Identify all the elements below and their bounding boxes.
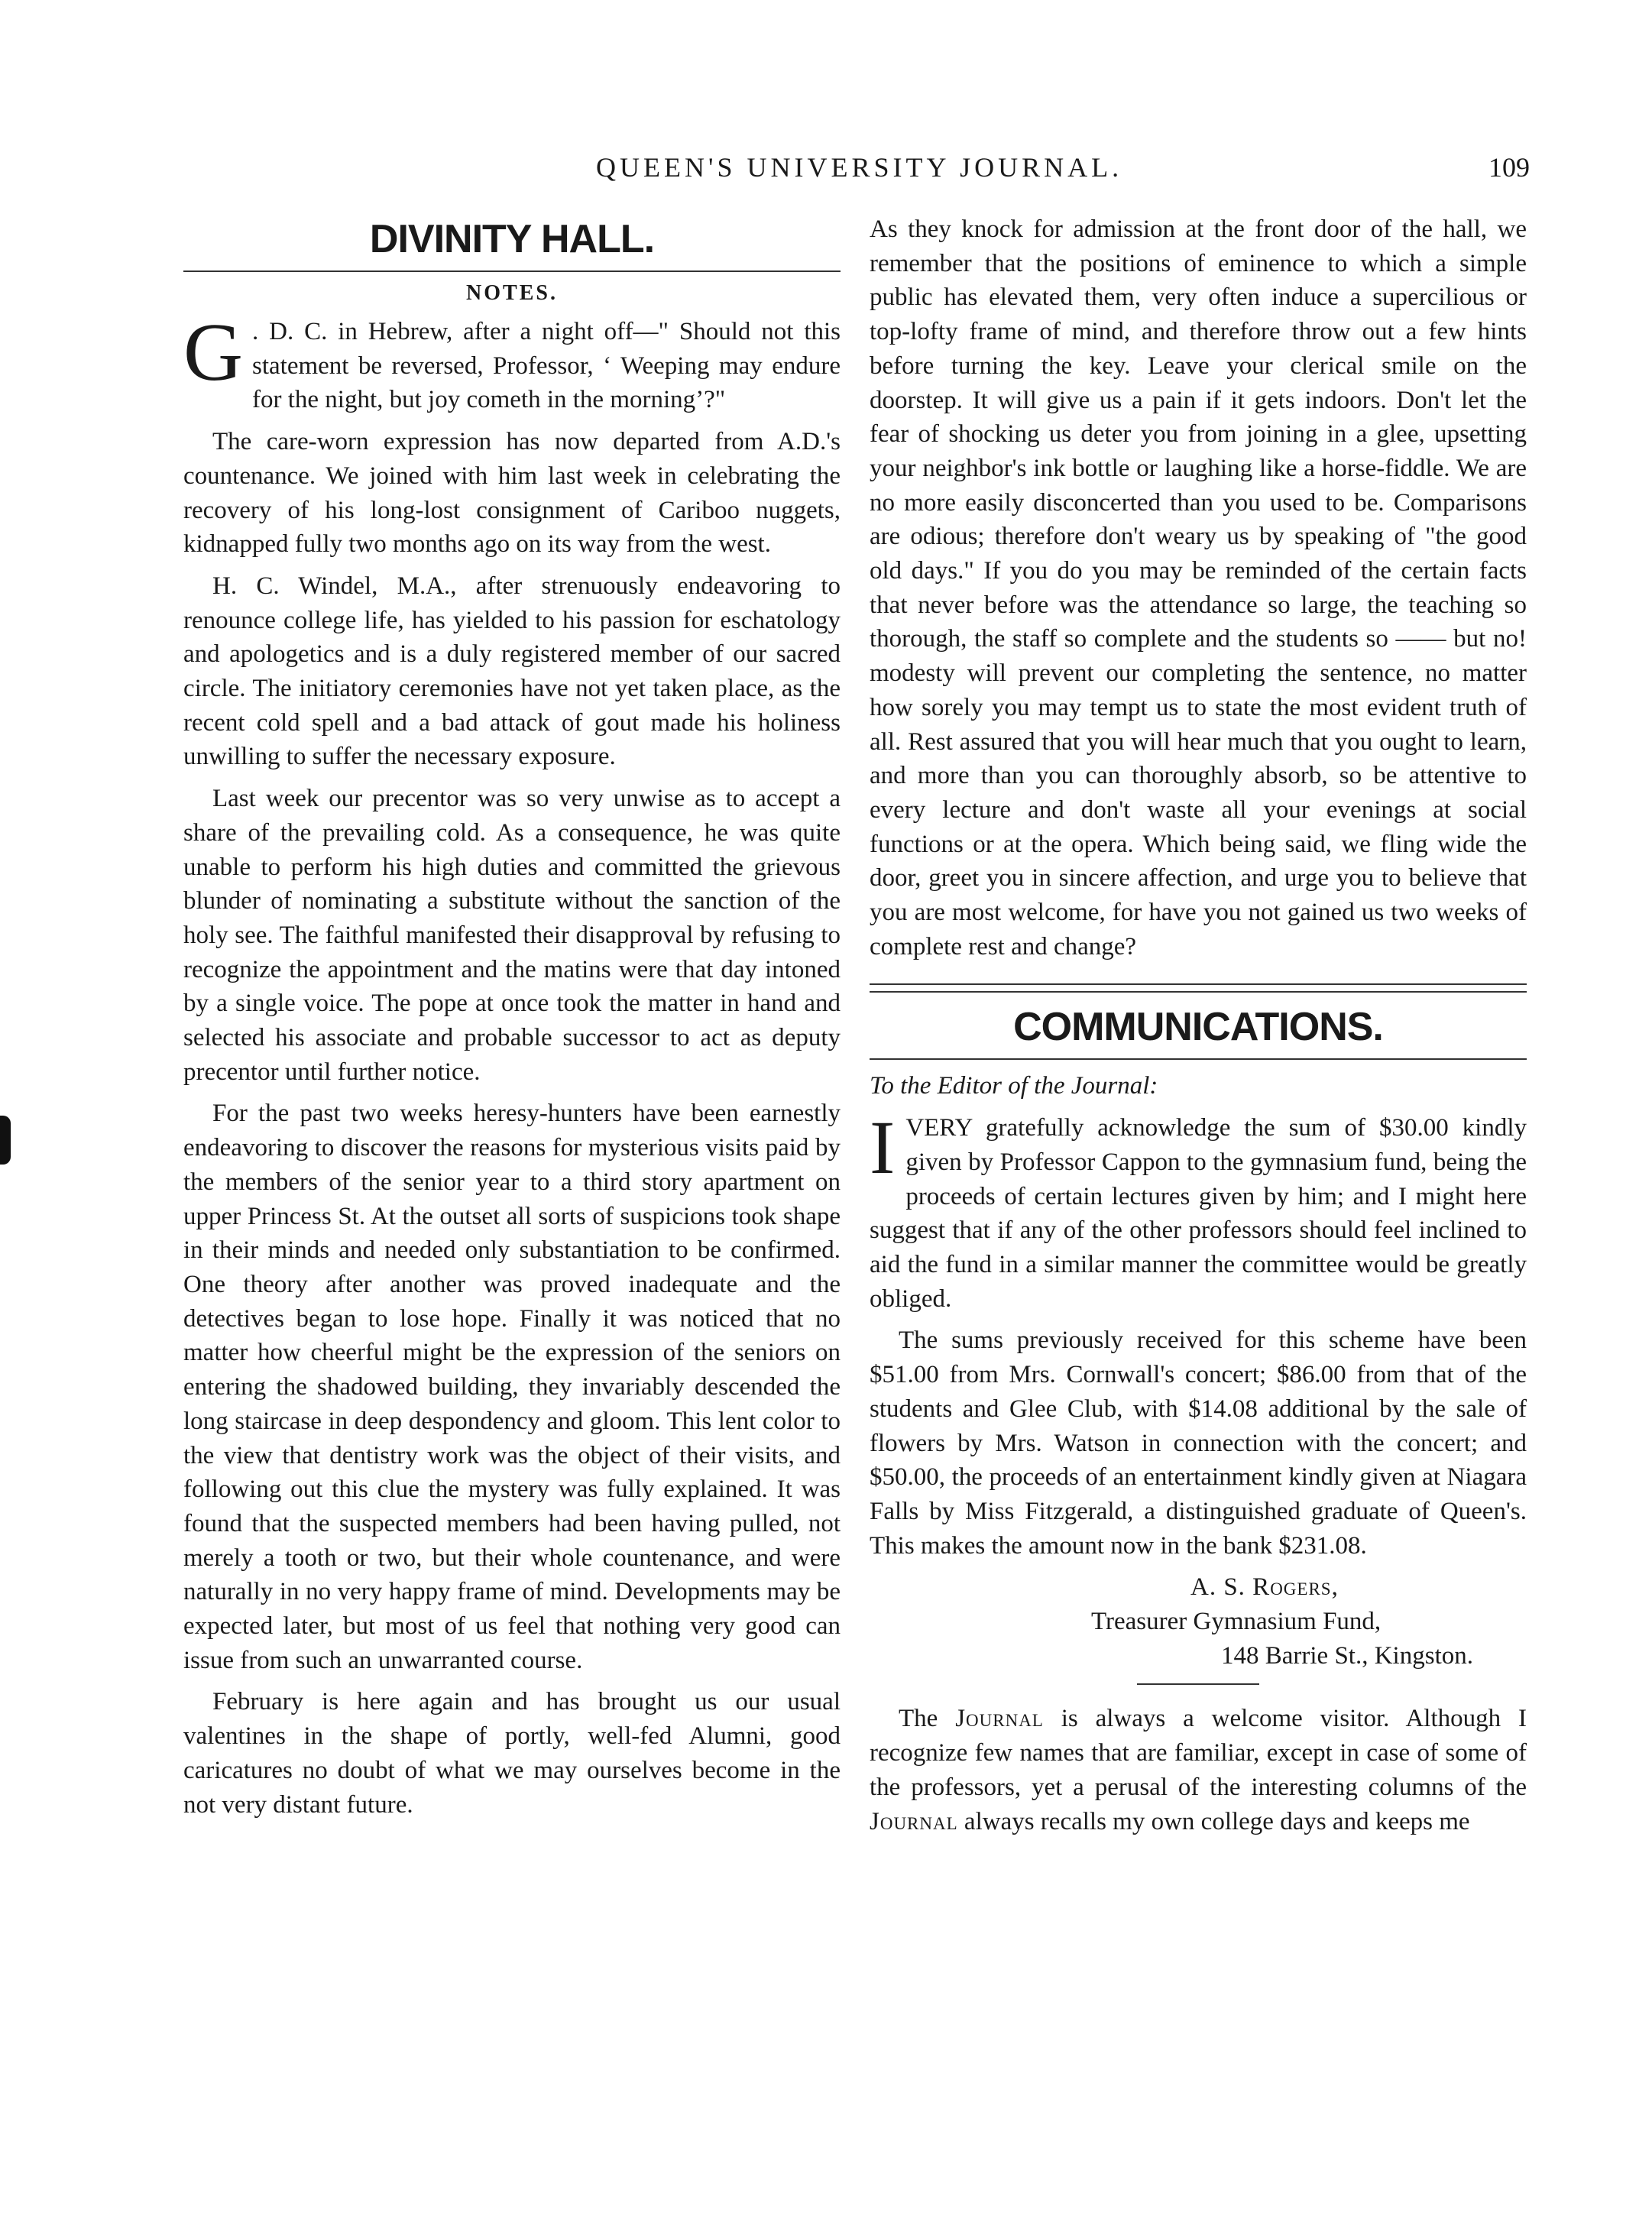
title-rule	[183, 270, 841, 272]
section-double-rule	[870, 983, 1527, 993]
divinity-paragraph-6: February is here again and has brought us our usual valentines in the shape of portly, well-fed Alumni, good caricatures no doubt of what we may ourselves become in the not very distant future.	[183, 1688, 841, 1819]
communications-paragraph-2: The sums previously received for this scheme have been $51.00 from Mrs. Cornwall's concert; $86.00 from that of the students and Glee Club, with $14.08 additional by the sale of flowers by Mrs. Watson in connection with the concert; and $50.00, the proceeds of an entertainment kindly given at Niagara Falls by Miss Fitzgerald, a distinguished graduate of Queen's. This makes the amount now in the bank $231.08.	[870, 1327, 1527, 1560]
communications-paragraph-1	[870, 1105, 1527, 1316]
communications-rule	[870, 1058, 1527, 1060]
divinity-paragraph-5: For the past two weeks heresy-hunters have been earnestly endeavoring to discover the reasons for mysterious visits paid by the members of the senior year to a third story apartment on upper Princess St. At the outset all sorts of suspicions took shape in their minds and needed only substantiation to be confirmed. One theory after another was proved inadequate and the detectives began to lose hope. Finally it was noticed that no matter how cheerful might be the expression of the seniors on entering the shadowed building, they invariably descended the long staircase in deep despondency and gloom. This lent color to the view that dentistry work was the object of their visits, and following out this clue the mystery was fully explained. It was found that the suspected members had been having pulled, not merely a tooth or two, but their whole countenance, and were naturally in no very happy frame of mind. Developments may be expected later, but most of us feel that nothing very good can issue from such an unwarranted course.	[183, 1100, 841, 1674]
page-number: 109	[1488, 152, 1530, 183]
communications-title: COMMUNICATIONS.	[1013, 1005, 1383, 1050]
journal-smallcaps-2: Journal	[870, 1807, 958, 1835]
short-rule	[1137, 1683, 1259, 1685]
dropcap-i: I	[870, 1105, 896, 1191]
signature-address: 148 Barrie St., Kingston.	[1221, 1641, 1473, 1670]
notes-subhead: NOTES.	[466, 281, 558, 305]
dropcap-g: G	[183, 307, 243, 398]
divinity-paragraph-4: Last week our precentor was so very unwise as to accept a share of the prevailing cold. As a consequence, he was quite unable to perform his high duties and committed the grievous blunder of nominating a substitute without the sanction of the holy see. The faithful manifested their disapproval by refusing to recognize the appointment and the matins were that day intoned by a single voice. The pope at once took the matter in hand and selected his associate and probable successor to act as deputy precentor until further notice.	[183, 785, 841, 1086]
communications-paragraph-1-text: VERY gratefully acknowledge the sum of $30.00 kindly given by Professor Cappon to the gymnasium fund, being the proceeds of certain lectures given by him; and I might here suggest that if any of the other professors should feel inclined to aid the fund in a similar manner the committee would be greatly obliged.	[870, 1114, 1527, 1313]
divinity-paragraph-1-text: . D. C. in Hebrew, after a night off—" Should not this statement be reversed, Professor, ‘ Weeping may endure for the night, but joy cometh in the morning’?"	[252, 318, 841, 414]
journal-smallcaps: Journal	[955, 1705, 1044, 1733]
divinity-paragraph-2: The care-worn expression has now departed from A.D.'s countenance. We joined with him last week in celebrating the recovery of his long-lost consignment of Cariboo nuggets, kidnapped fully two months ago on its way from the west.	[183, 428, 841, 559]
margin-binding-mark	[0, 1116, 11, 1165]
left-column	[183, 212, 841, 1829]
right-column	[870, 212, 1527, 1846]
communications-paragraph-3: The Journal is always a welcome visitor. Although I recognize few names that are familiar, except in case of some of the professors, yet a perusal of the interesting columns of the Journal always recalls my own college days and keeps me	[870, 1705, 1527, 1835]
running-header	[0, 151, 1652, 190]
salutation: To the Editor of the Journal:	[870, 1072, 1158, 1100]
signature-title: Treasurer Gymnasium Fund,	[1091, 1608, 1382, 1636]
divinity-paragraph-1	[183, 307, 841, 417]
divinity-paragraph-7: As they knock for admission at the front door of the hall, we remember that the positions of eminence to which a simple public has elevated them, very often induce a supercilious or top-lofty frame of mind, and therefore throw out a few hints before turning the key. Leave your clerical smile on the doorstep. It will give us a pain if it gets indoors. Don't let the fear of shocking us deter you from joining in a glee, upsetting your neighbor's ink bottle or laughing like a horse-fiddle. We are no more easily disconcerted than you used to be. Comparisons are odious; therefore don't weary us by speaking of "the good old days." If you do you may be reminded of the certain facts that never before was the attendance so large, the teaching so thorough, the staff so complete and the students so —— but no! modesty will prevent our completing the sentence, no matter how sorely you may tempt us to state the most evident truth of all. Rest assured that you will hear much that you ought to learn, and more than you can thoroughly absorb, so be attentive to every lecture and don't waste all your evenings at social functions or at the opera. Which being said, we fling wide the door, greet you in sincere affection, and urge you to believe that you are most welcome, for have you not gained us two weeks of complete rest and change?	[870, 215, 1527, 961]
signature-name: A. S. Rogers,	[1190, 1573, 1339, 1602]
running-title: QUEEN'S UNIVERSITY JOURNAL.	[596, 152, 1123, 183]
divinity-hall-title: DIVINITY HALL.	[369, 217, 655, 261]
divinity-paragraph-3: H. C. Windel, M.A., after strenuously endeavoring to renounce college life, has yielded to his passion for eschatology and apologetics and is a duly registered member of our sacred circle. The initiatory ceremonies have not yet taken place, as the recent cold spell and a bad attack of gout made his holiness unwilling to suffer the necessary exposure.	[183, 572, 841, 771]
